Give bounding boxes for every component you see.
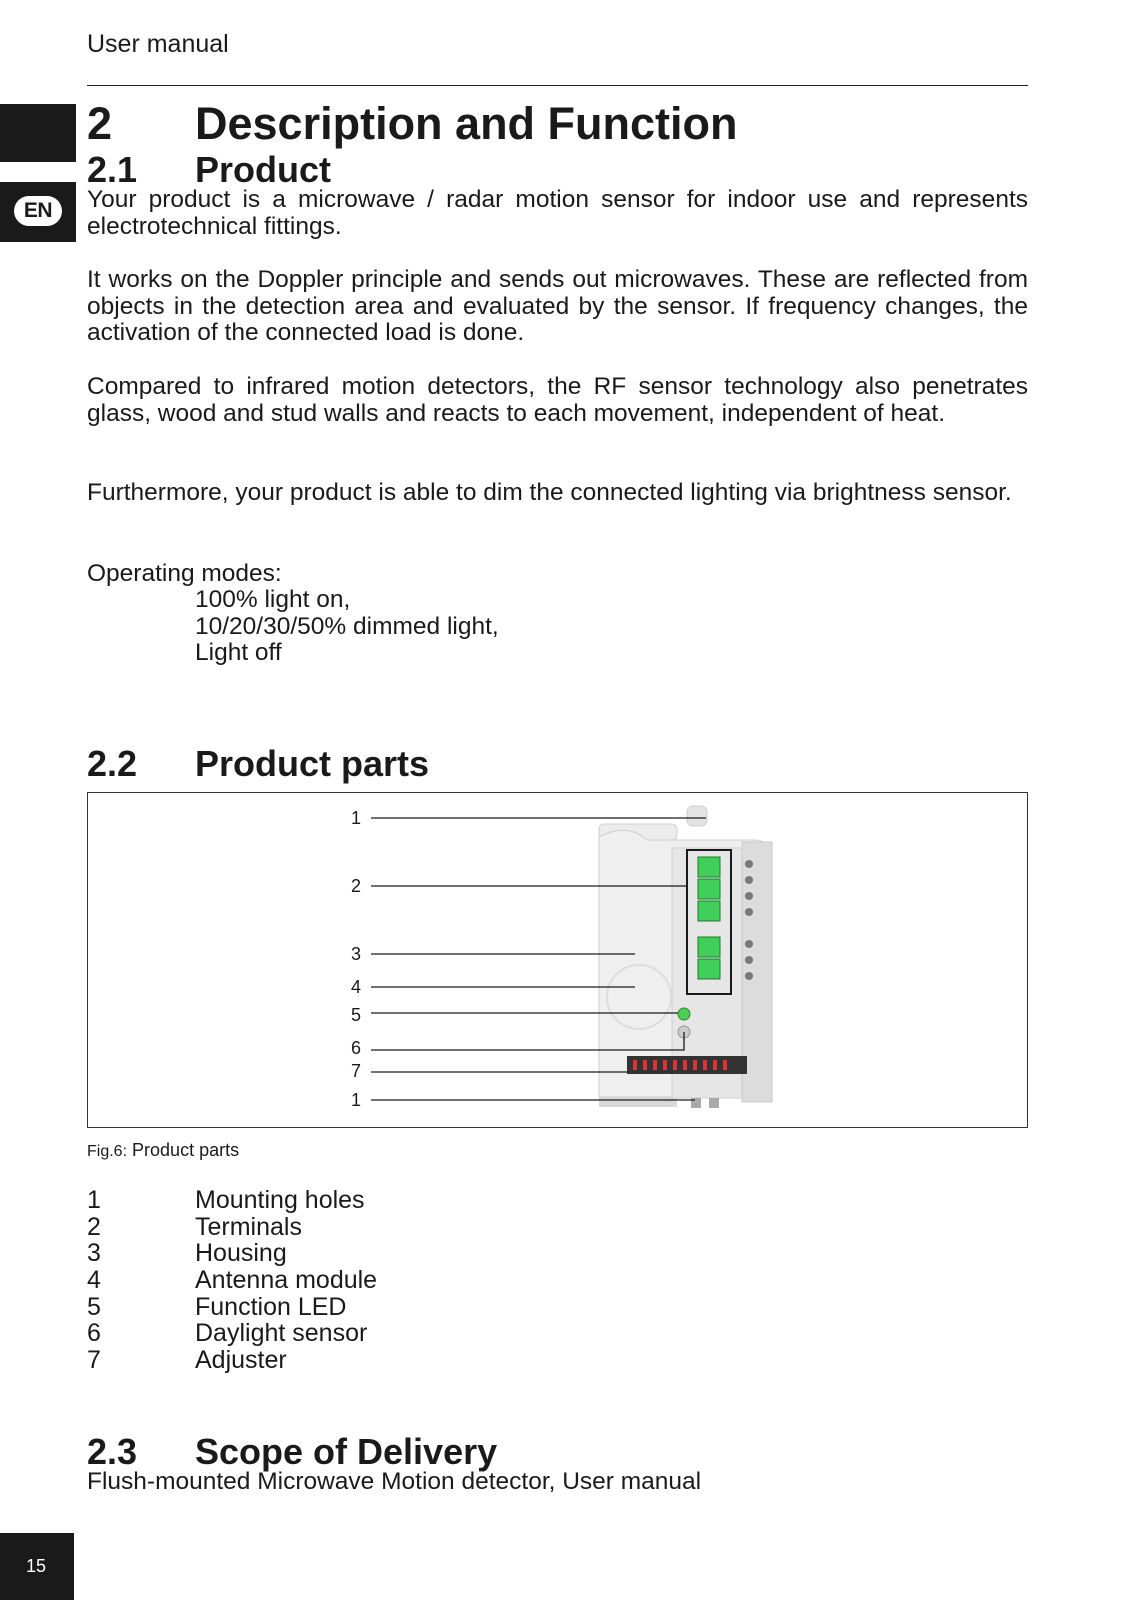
callout-6: 6 xyxy=(351,1038,362,1058)
part-number: 4 xyxy=(87,1266,101,1294)
part-label: Function LED xyxy=(195,1293,347,1321)
page-number: 15 xyxy=(26,1556,47,1576)
figure-caption-text: Product parts xyxy=(132,1140,240,1160)
section-2-2-number: 2.2 xyxy=(87,743,138,784)
callout-1-bottom: 1 xyxy=(351,1090,362,1110)
product-parts-figure xyxy=(87,792,1028,1128)
section-2-1-number: 2.1 xyxy=(87,149,138,190)
part-number: 7 xyxy=(87,1346,101,1374)
scope-of-delivery-text: Flush-mounted Microwave Motion detector, User manual xyxy=(87,1468,702,1495)
part-number: 5 xyxy=(87,1293,101,1321)
part-label: Mounting holes xyxy=(195,1186,365,1214)
callout-3: 3 xyxy=(351,944,362,964)
chapter-number: 2 xyxy=(87,98,113,149)
header-rule xyxy=(87,85,1028,86)
section-2-1-title: Product xyxy=(195,149,332,190)
part-label: Adjuster xyxy=(195,1346,287,1374)
section-2-3-title: Scope of Delivery xyxy=(195,1431,498,1472)
mode-item: 100% light on, xyxy=(195,586,351,613)
operating-modes-list xyxy=(195,587,499,667)
part-number: 6 xyxy=(87,1319,101,1347)
mode-item: Light off xyxy=(195,639,282,666)
part-label: Daylight sensor xyxy=(195,1319,368,1347)
callout-4: 4 xyxy=(351,977,362,997)
figure-caption-prefix: Fig.6: xyxy=(87,1143,128,1160)
chapter-tab xyxy=(0,104,76,162)
callout-7: 7 xyxy=(351,1061,362,1081)
paragraph-doppler: It works on the Doppler principle and sends out microwaves. These are reflected from objects in the detection area and evaluated by the sensor. If frequency changes, the activation of the connected load is done. xyxy=(87,266,1028,347)
paragraph-product-intro: Your product is a microwave / radar motion sensor for indoor use and represents electrotechnical fittings. xyxy=(87,186,1028,240)
section-2-2-title: Product parts xyxy=(195,743,430,784)
callout-1-top: 1 xyxy=(351,808,362,828)
mode-item: 10/20/30/50% dimmed light, xyxy=(195,612,499,640)
callout-5: 5 xyxy=(351,1005,362,1025)
section-2-3-number: 2.3 xyxy=(87,1431,138,1472)
part-number: 3 xyxy=(87,1239,101,1267)
part-label: Terminals xyxy=(195,1213,302,1241)
part-number: 2 xyxy=(87,1213,101,1241)
part-label: Antenna module xyxy=(195,1266,378,1294)
operating-modes-intro: Operating modes: xyxy=(87,560,282,587)
part-label: Housing xyxy=(195,1239,287,1267)
chapter-title: Description and Function xyxy=(195,98,738,149)
paragraph-dimming: Furthermore, your product is able to dim the connected lighting via brightness sensor. xyxy=(87,479,1012,506)
language-badge: EN xyxy=(14,196,62,226)
callout-2: 2 xyxy=(351,876,362,896)
paragraph-rf-technology: Compared to infrared motion detectors, the RF sensor technology also penetrates glass, wood and stud walls and reacts to each movement, independent of heat. xyxy=(87,373,1028,427)
sensor-device-illustration xyxy=(599,806,772,1108)
part-number: 1 xyxy=(87,1186,101,1214)
running-header: User manual xyxy=(87,30,229,58)
figure-caption xyxy=(87,1140,239,1161)
